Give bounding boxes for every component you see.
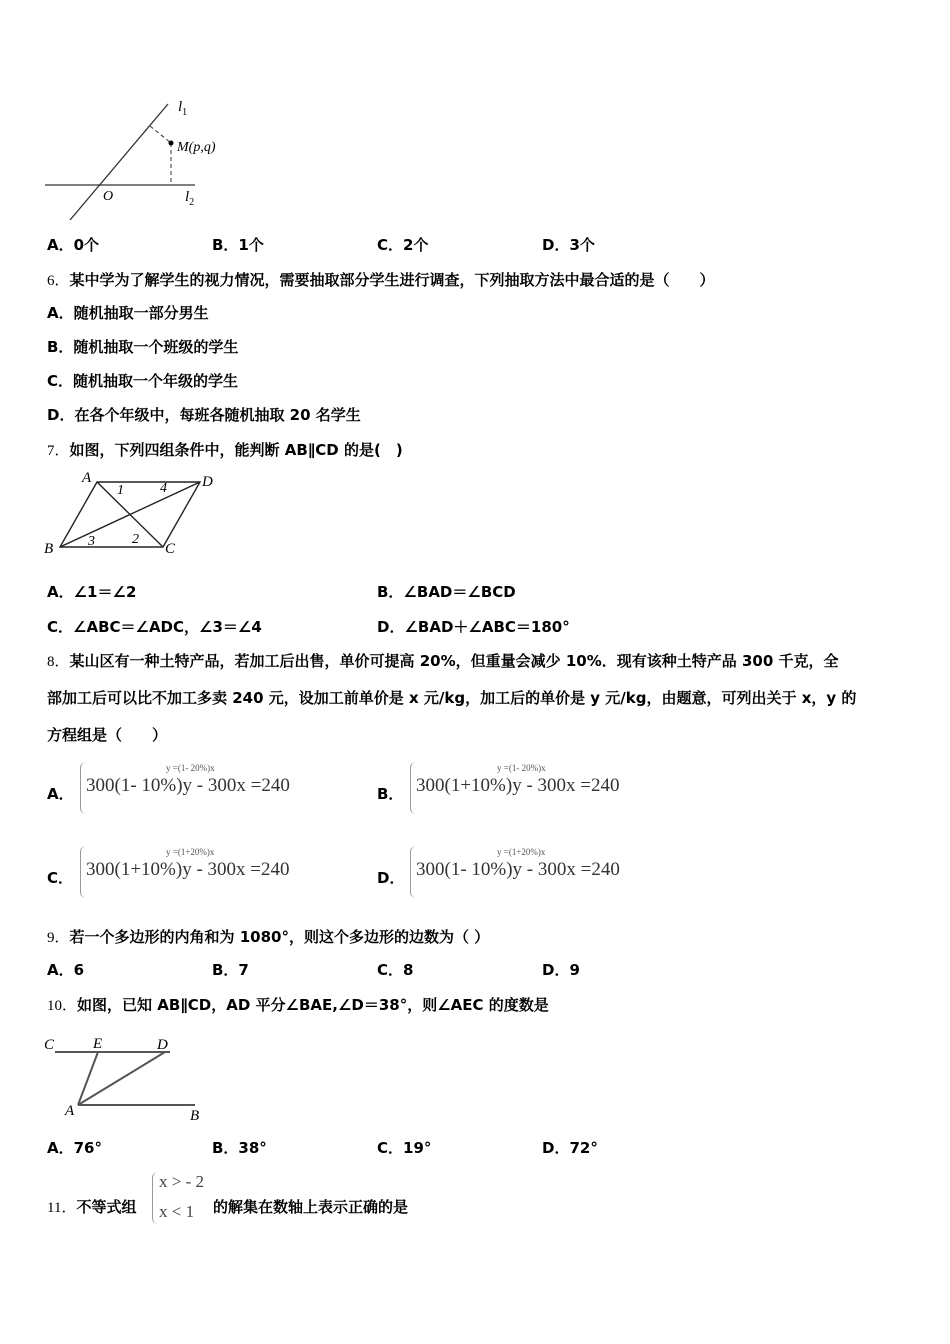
q5-option-a: A．0个 (47, 236, 100, 254)
q11-stem-end: 的解集在数轴上表示正确的是 (213, 1198, 409, 1216)
svg-text:1: 1 (117, 483, 124, 498)
q9-stem: 9．若一个多边形的内角和为 1080°，则这个多边形的边数为（ ） (47, 928, 490, 946)
label-m: M(p,q) (177, 140, 216, 155)
q8-stem-line3: 方程组是（ ） (47, 726, 168, 744)
q6-option-a: A．随机抽取一部分男生 (47, 304, 209, 322)
q9-option-b: B．7 (212, 961, 249, 979)
q10-option-b: B．38° (212, 1139, 267, 1157)
inequality-2: x < 1 (159, 1202, 195, 1221)
q10-stem: 10．如图，已知 AB∥CD，AD 平分∠BAE,∠D＝38°，则∠AEC 的度数是 (47, 996, 549, 1014)
svg-text:B: B (190, 1108, 200, 1124)
q8-stem-line2: 部加工后可以比不加工多卖 240 元，设加工前单价是 x 元/kg，加工后的单价是 y 元/kg，由题意，可列出关于 x，y 的 (47, 689, 857, 707)
q6-stem: 6．某中学为了解学生的视力情况，需要抽取部分学生进行调查，下列抽取方法中最合适的是（ ） (47, 271, 715, 289)
svg-text:B: B (44, 541, 54, 557)
point-m (169, 141, 174, 146)
q5-option-b: B．1个 (212, 236, 264, 254)
q6-option-d: D．在各个年级中，每班各随机抽取 20 名学生 (47, 406, 361, 424)
diagonal-bd (60, 482, 200, 547)
svg-text:A: A (65, 1103, 75, 1119)
line-l1 (70, 104, 168, 220)
q7-option-d: D．∠BAD＋∠ABC＝180° (377, 618, 570, 636)
svg-text:3: 3 (88, 534, 95, 549)
q7-option-b: B．∠BAD＝∠BCD (377, 583, 516, 601)
brace (152, 1172, 159, 1224)
q8-stem-line1: 8．某山区有一种土特产品，若加工后出售，单价可提高 20%，但重量会减少 10%．现有该种土特产品 300 千克，全 (47, 652, 839, 670)
svg-text:A: A (82, 470, 92, 486)
q7-option-a: A．∠1＝∠2 (47, 583, 137, 601)
svg-text:C: C (165, 541, 176, 557)
q10-option-a: A．76° (47, 1139, 102, 1157)
q10-figure (40, 1030, 220, 1125)
segment-ad (78, 1052, 165, 1105)
label-o: O (103, 189, 114, 204)
svg-text:2: 2 (132, 532, 139, 547)
exam-page: $l_1$ M(p,q) O $l_2$ A．0个 B．1个 C．2个 D．3个 6．某中学为了解学生的视力情况，需要抽取部分学生进行调查，下列抽取方法中最合适的是（ ） A．随机抽取一部分男生 B．随机抽取一个班级的学生 C．随机抽取一个年级的学生 D．在各个年级中，每班各随机抽取 20 名学生 7．如图，下列四组条件中，能判断 AB∥CD 的是( ) A D B C 1 4 3 2 A．∠1＝∠2 B．∠BAD＝∠BCD C．∠ABC＝∠ADC，∠3＝∠4 D．∠BAD＋∠ABC＝180° 8．某山区有一种土特产品，若加工后出售，单价可提高 20%，但重量会减少 10%．现有该种土特产品 300 千克，全 部加工后可以比不加工多卖 240 元，设加工前单价是 x 元/kg，加工后的单价是 y 元/kg，由题意，可列出关于 x，y 的 方程组是（ ） A． y =(1- 20%)x 300(1- 10%)y - 300x =240 B． y =(1- 20%)x 300(1+10%)y - 300x =240 C． y =(1+20%)x 300(1+10%)y - 300x =240 D． y =(1+20%)x 300(1- 10%)y - 300x =240 9．若一个多边形的内角和为 1080°，则这个多边形的边数为（ ） A．6 B．7 C．8 D．9 10．如图，已知 AB∥CD，AD 平分∠BAE,∠D＝38°，则∠AEC 的度数是 C E D A B A．76° B．38° C．19° D．72° 11．不等式组 x > - 2 x < 1 的解集在数轴上表示正确的是 (0, 0, 950, 1344)
q7-stem: 7．如图，下列四组条件中，能判断 AB∥CD 的是( ) (47, 441, 403, 459)
svg-text:D: D (202, 474, 213, 490)
q5-option-c: C．2个 (377, 236, 429, 254)
segment-ae (78, 1052, 98, 1105)
svg-text:l2: $l_2$ (185, 189, 195, 208)
q6-option-c: C．随机抽取一个年级的学生 (47, 372, 239, 390)
svg-text:E: E (93, 1036, 103, 1052)
perp-to-l1 (150, 126, 171, 143)
q9-option-a: A．6 (47, 961, 85, 979)
q11-stem-start: 11．不等式组 (47, 1198, 137, 1216)
svg-text:D: D (157, 1037, 168, 1053)
q7-option-c: C．∠ABC＝∠ADC，∠3＝∠4 (47, 618, 262, 636)
q9-option-c: C．8 (377, 961, 414, 979)
svg-text:4: 4 (160, 481, 167, 496)
svg-text:C: C (44, 1037, 55, 1053)
q10-option-d: D．72° (542, 1139, 598, 1157)
inequality-1: x > - 2 (159, 1172, 204, 1191)
q9-option-d: D．9 (542, 961, 580, 979)
svg-text:l1: $l_1$ (178, 99, 188, 118)
q10-option-c: C．19° (377, 1139, 432, 1157)
q5-figure (40, 90, 260, 220)
q6-option-b: B．随机抽取一个班级的学生 (47, 338, 239, 356)
q5-option-d: D．3个 (542, 236, 595, 254)
q7-figure (40, 465, 230, 560)
